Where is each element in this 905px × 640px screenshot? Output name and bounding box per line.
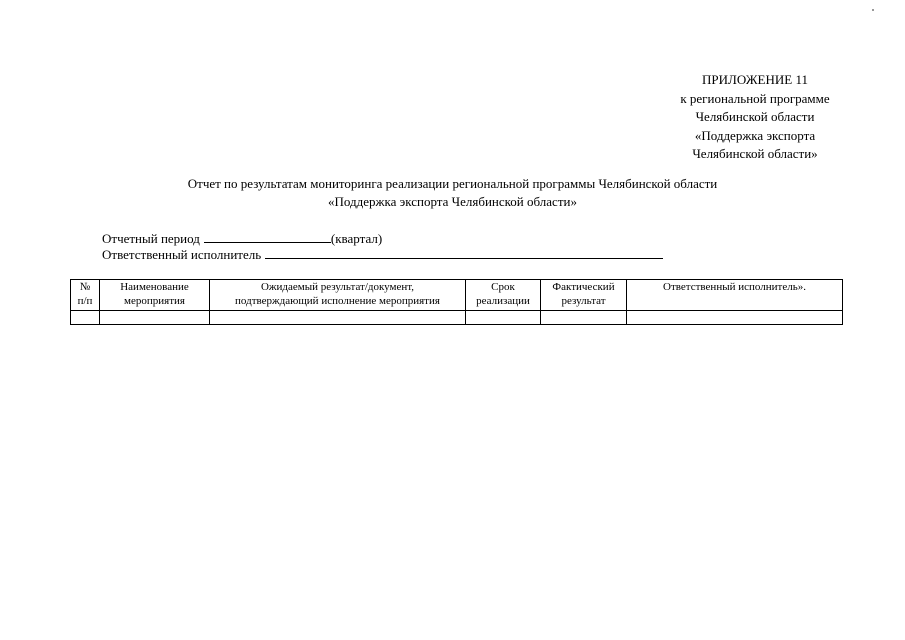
table-header-row xyxy=(71,280,843,311)
table-cell[interactable] xyxy=(210,311,466,325)
report-title-line: Отчет по результатам мониторинга реализации региональной программы Челябинской области xyxy=(187,176,718,191)
header-deadline: Срок реализации xyxy=(466,280,541,311)
appendix-title: ПРИЛОЖЕНИЕ 11 xyxy=(702,72,808,87)
responsible-executor-label: Ответственный исполнитель xyxy=(102,247,262,262)
report-title xyxy=(0,175,905,211)
header-event-name: Наименование мероприятия xyxy=(100,280,210,311)
reporting-period-suffix: (квартал) xyxy=(330,231,383,246)
responsible-executor-blank[interactable] xyxy=(265,245,663,259)
table-cell[interactable] xyxy=(100,311,210,325)
appendix-line: Челябинской области xyxy=(695,109,815,124)
reporting-period-blank[interactable] xyxy=(204,229,331,243)
report-title-line: «Поддержка экспорта Челябинской области» xyxy=(328,194,577,209)
responsible-executor-field xyxy=(102,245,663,264)
header-responsible-executor: Ответственный исполнитель». xyxy=(627,280,843,311)
reporting-period-label: Отчетный период xyxy=(102,231,200,246)
scan-speck xyxy=(872,9,874,11)
table-row xyxy=(71,311,843,325)
table-cell[interactable] xyxy=(466,311,541,325)
appendix-line: «Поддержка экспорта xyxy=(694,127,816,143)
table-cell[interactable] xyxy=(627,311,843,325)
monitoring-report-table xyxy=(70,279,843,325)
appendix-block xyxy=(650,71,860,164)
table-cell[interactable] xyxy=(71,311,100,325)
header-expected-result: Ожидаемый результат/документ, подтверждающий исполнение мероприятия xyxy=(210,280,466,311)
appendix-line: Челябинской области» xyxy=(692,146,818,161)
appendix-line: к региональной программе xyxy=(680,90,830,106)
table-cell[interactable] xyxy=(541,311,627,325)
header-number: № п/п xyxy=(71,280,100,311)
header-actual-result: Фактический результат xyxy=(541,280,627,311)
